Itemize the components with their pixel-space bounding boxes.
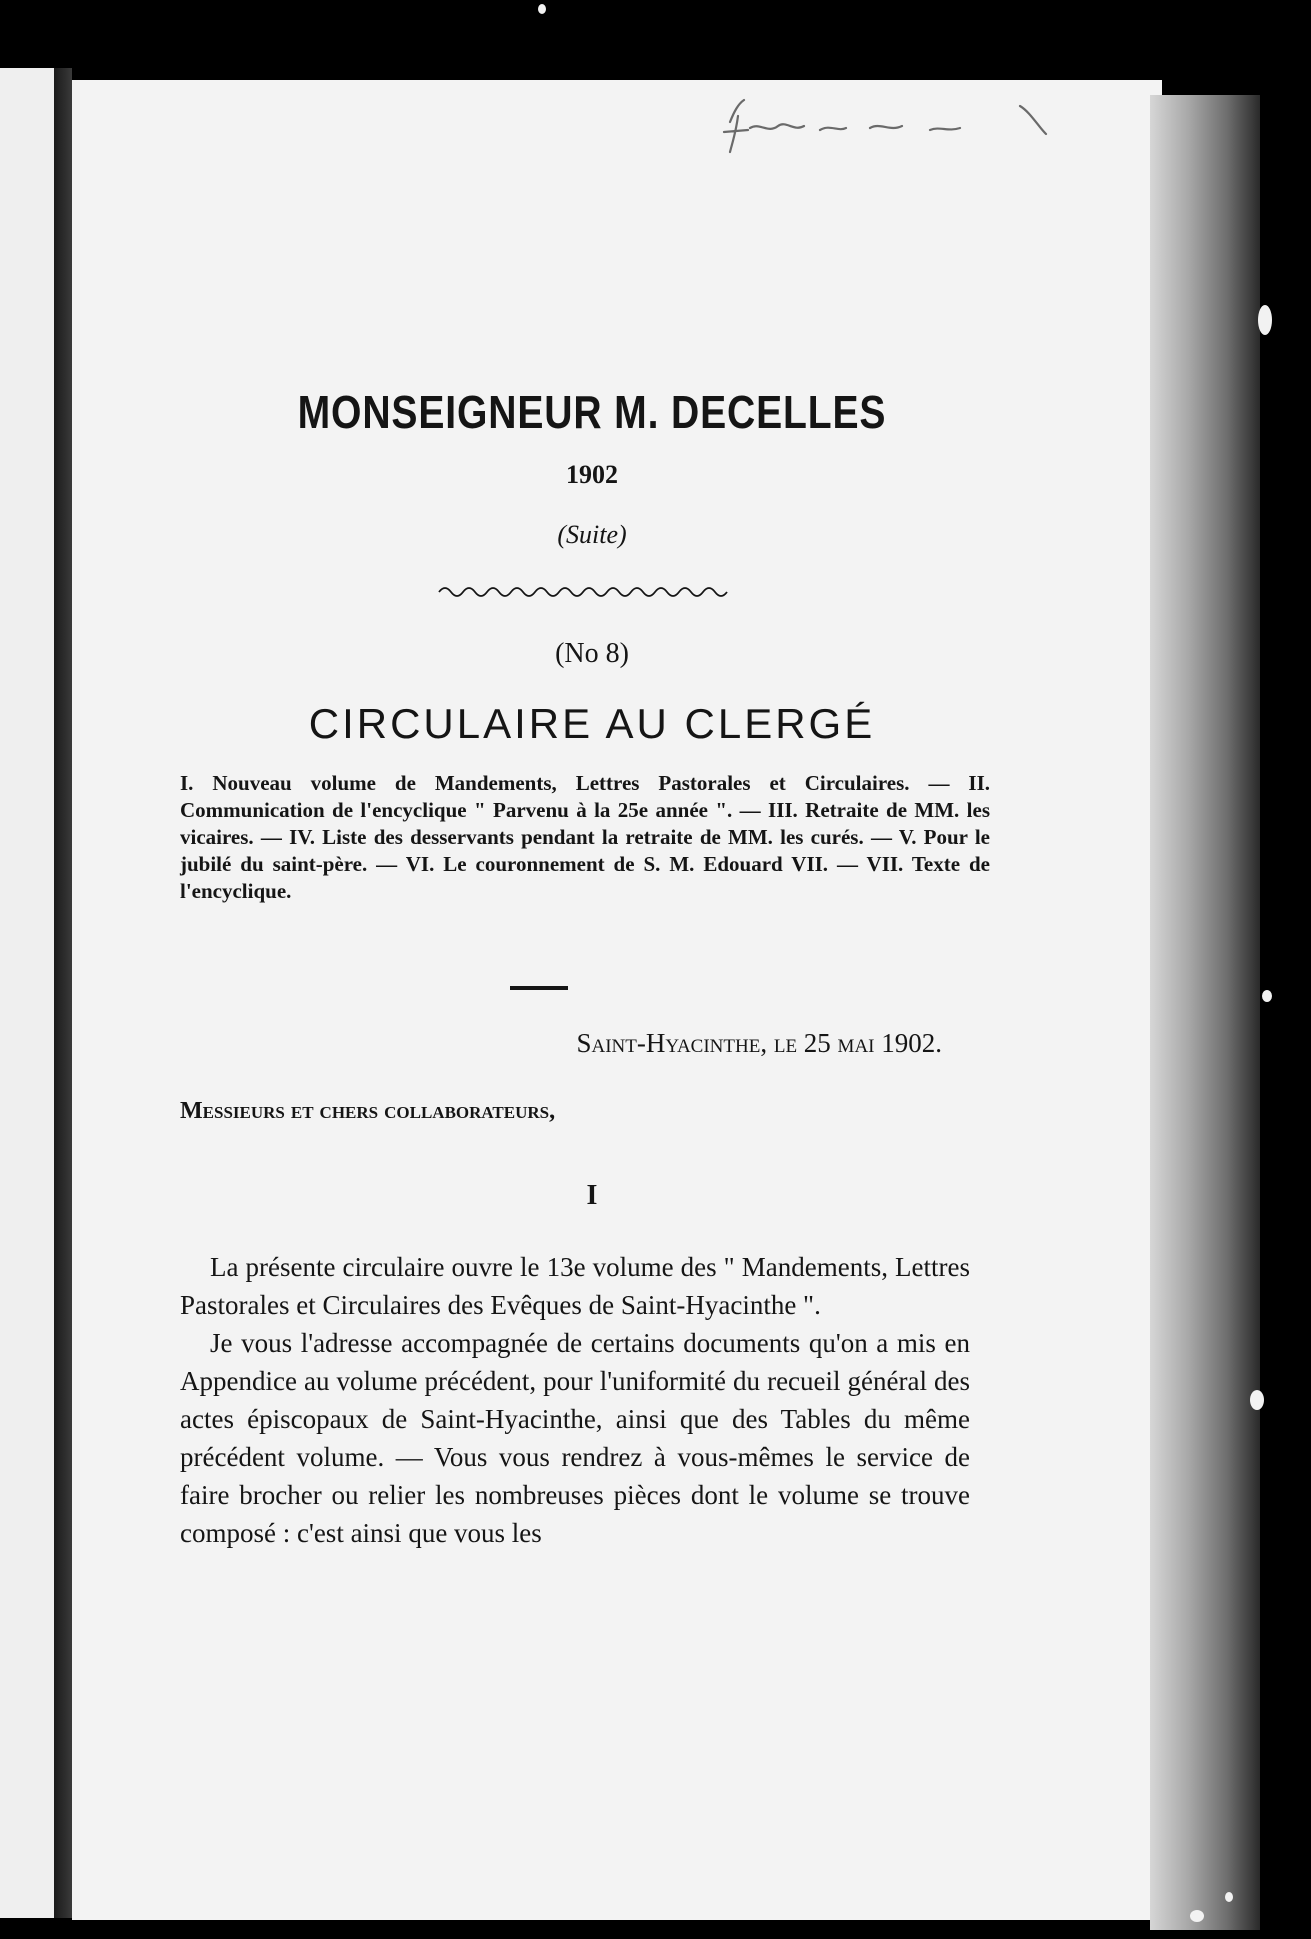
page-right-edge-shadow (1150, 95, 1260, 1930)
page-title: MONSEIGNEUR M. DECELLES (297, 386, 887, 438)
body-paragraph: La présente circulaire ouvre le 13e volume des " Mandements, Lettres Pastorales et Circulaires des Evêques de Saint-Hyacinthe ". (180, 1252, 970, 1320)
dust-speck (1258, 305, 1272, 335)
dust-speck (538, 4, 546, 14)
body-text (180, 1248, 970, 1552)
dust-speck (1262, 990, 1272, 1002)
section-number: I (586, 1180, 598, 1211)
suite-label: (Suite) (557, 520, 627, 549)
salutation: Messieurs et chers collaborateurs, (180, 1098, 556, 1124)
page-content (72, 80, 1162, 1920)
circular-number: (No 8) (555, 638, 629, 669)
divider-rule (510, 986, 568, 990)
dust-speck (1250, 1390, 1264, 1410)
left-page-edge (0, 68, 54, 1918)
summary-paragraph: I. Nouveau volume de Mandements, Lettres Pastorales et Circulaires. — II. Communication de l'encyclique " Parvenu à la 25e année ". — III. Retraite de MM. les vicaires. — IV. Liste des desservants pendant la retraite de MM. les curés. — V. Pour le jubilé du saint-père. — VI. Le couronnement de S. M. Edouard VII. — VII. Texte de l'encyclique. (180, 771, 990, 903)
wavy-ornament (437, 580, 737, 600)
dust-speck (1225, 1892, 1233, 1902)
year-label: 1902 (566, 460, 618, 489)
body-paragraph: Je vous l'adresse accompagnée de certains documents qu'on a mis en Appendice au volume précédent, pour l'uniformité du recueil général des actes épiscopaux de Saint-Hyacinthe, ainsi que des Tables du même précédent volume. — Vous vous rendrez à vous-mêmes le service de faire brocher ou relier les nombreuses pièces dont le volume se trouve composé : c'est ainsi que vous les (180, 1328, 970, 1548)
book-spine-shadow (54, 68, 72, 1918)
circular-heading: CIRCULAIRE AU CLERGÉ (308, 700, 876, 747)
dateline: Saint-Hyacinthe, le 25 mai 1902. (576, 1028, 942, 1058)
dust-speck (1190, 1910, 1204, 1922)
